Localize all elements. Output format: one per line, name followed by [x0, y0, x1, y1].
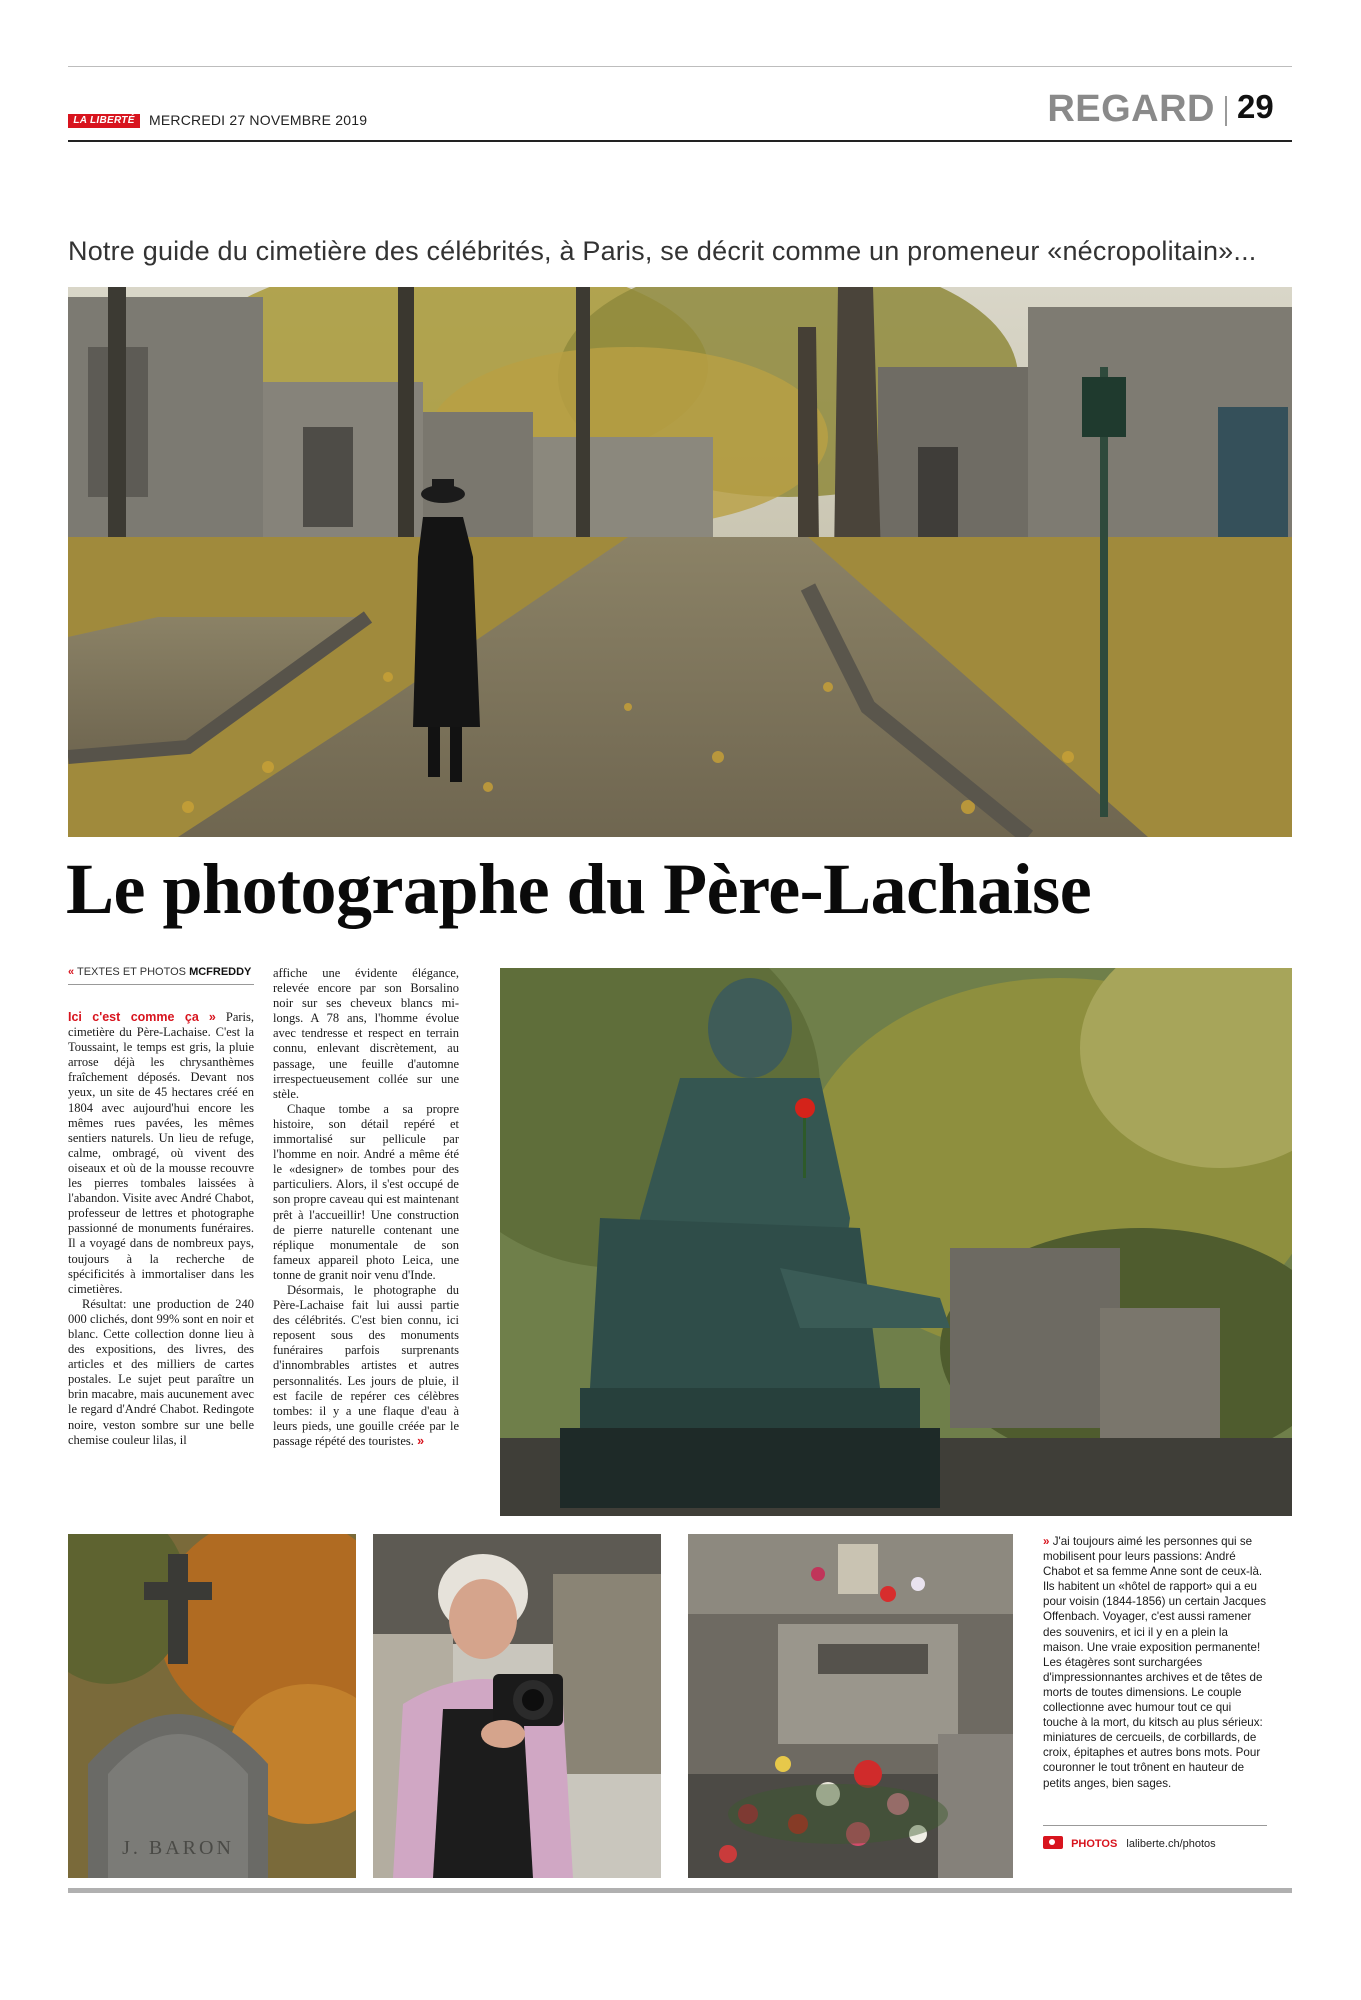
headline: Le photographe du Père-Lachaise	[66, 849, 1092, 929]
photos-link[interactable]	[1043, 1836, 1216, 1850]
paragraph	[273, 1283, 459, 1449]
section-title: REGARD	[1047, 88, 1215, 130]
page-number: 29	[1237, 88, 1274, 125]
header-rule	[68, 140, 1292, 142]
article-column-2	[273, 966, 459, 1449]
flowers-photo	[688, 1534, 1013, 1878]
byline-author: MCFREDDY	[189, 966, 252, 978]
paragraph: Résultat: une production de 240 000 clichés, dont 99% sont en noir et blanc. Cette collection donne lieu à des expositions, des livres, des articles et des milliers de cartes postales. Le sujet peut paraître un brin macabre, mais aucunement avec le regard d'André Chabot. Redingote noire, veston sombre sur une belle chemise couleur lilas, il	[68, 1296, 254, 1447]
portrait-photo	[373, 1534, 661, 1878]
photos-url[interactable]: laliberte.ch/photos	[1126, 1838, 1216, 1850]
kicker: Notre guide du cimetière des célébrités, à Paris, se décrit comme un promeneur «nécropolitain»...	[68, 236, 1257, 266]
byline	[68, 966, 251, 978]
lead-arrow: »	[208, 1010, 216, 1024]
sidebar-arrow: »	[1043, 1535, 1050, 1548]
newspaper-logo: LA LIBERTÉ	[68, 114, 140, 128]
sidebar-rule	[1043, 1825, 1267, 1826]
paragraph	[68, 1010, 254, 1297]
paragraph: Chaque tombe a sa propre histoire, son détail repéré et immortalisé sur pellicule par l'homme en noir. André a même été le «designer» de tombes pour des particuliers. Alors, il s'est occupé de son propre caveau qui est maintenant prêt à l'accueillir! Une construction de pierre naturelle contenant une réplique monumentale de son fameux appareil photo Leica, une tonne de granit noir venu d'Inde.	[273, 1101, 459, 1282]
paragraph-text: Paris, cimetière du Père-Lachaise. C'est la Toussaint, le temps est gris, la pluie arrose déjà les chrysanthèmes fraîchement déposés. Devant nos yeux, un site de 45 hectares créé en 1804 avec aujourd'hui encore les mêmes rues pavées, les mêmes sentiers naturels. Un lieu de refuge, calme, ombragé, où vivent des oiseaux et où de la mousse recouvre les pierres tombales laissées à l'abandon. Visite avec André Chabot, professeur de lettres et photographe passionné de monuments funéraires. Il a voyagé dans de nombreux pays, toujours à la recherche de spécificités à immortaliser dans les cimetières.	[68, 1010, 254, 1296]
byline-rule	[68, 984, 254, 985]
paragraph-text: Désormais, le photographe du Père-Lachaise fait lui aussi partie des célébrités. C'est bien connu, ici reposent sous des monuments funéraires parfois surprenants d'innombrables artistes et autres personnalités. Les jours de pluie, il est facile de repérer ces célèbres tombes: il y a une flaque d'eau à leurs pieds, une gouille créée par le passage répété des touristes.	[273, 1282, 459, 1448]
article-column-1	[68, 1010, 254, 1448]
gravestone-inscription: J. BARON	[122, 1837, 234, 1859]
sidebar-text	[1043, 1534, 1267, 1791]
bottom-rule	[68, 1888, 1292, 1893]
lead-in: Ici c'est comme ça	[68, 1010, 199, 1024]
hero-photo	[68, 287, 1292, 837]
continue-arrow: »	[417, 1433, 425, 1448]
paragraph: affiche une évidente élégance, relevée encore par son Borsalino noir sur ses cheveux blancs mi-longs. A 78 ans, l'homme évolue avec tendresse et respect en terrain connu, enlevant discrètement, au passage, une feuille d'automne irrespectueusement collée sur une stèle.	[273, 966, 459, 1101]
section-separator	[1225, 96, 1227, 126]
sidebar-body: J'ai toujours aimé les personnes qui se mobilisent pour leurs passions: André Chabot et sa femme Anne sont de ceux-là. Ils habitent un «hôtel de rapport» qui a eu pour voisin (1844-1856) un certain Jacques Offenbach. Voyager, c'est aussi ramener des souvenirs, et ici il y en a plein la maison. Une vraie exposition permanente! Les étagères sont surchargées d'impressionnantes archives et de têtes de morts de toutes dimensions. Le couple collectionne avec humour tout ce qui touche à la mort, du kitsch au plus sérieux: miniatures de cercueils, de corbillards, de croix, épitaphes et autres bons mots. Pour couronner le tout trônent en hauteur de petits anges, bien sages.	[1043, 1535, 1266, 1790]
byline-label: TEXTES ET PHOTOS	[76, 966, 186, 978]
cross-photo	[68, 1534, 356, 1878]
camera-icon	[1043, 1836, 1063, 1849]
byline-marker: «	[68, 966, 75, 978]
issue-date: MERCREDI 27 NOVEMBRE 2019	[149, 112, 368, 128]
photos-label: PHOTOS	[1071, 1838, 1118, 1850]
top-rule	[68, 66, 1292, 67]
statue-photo	[500, 968, 1292, 1516]
